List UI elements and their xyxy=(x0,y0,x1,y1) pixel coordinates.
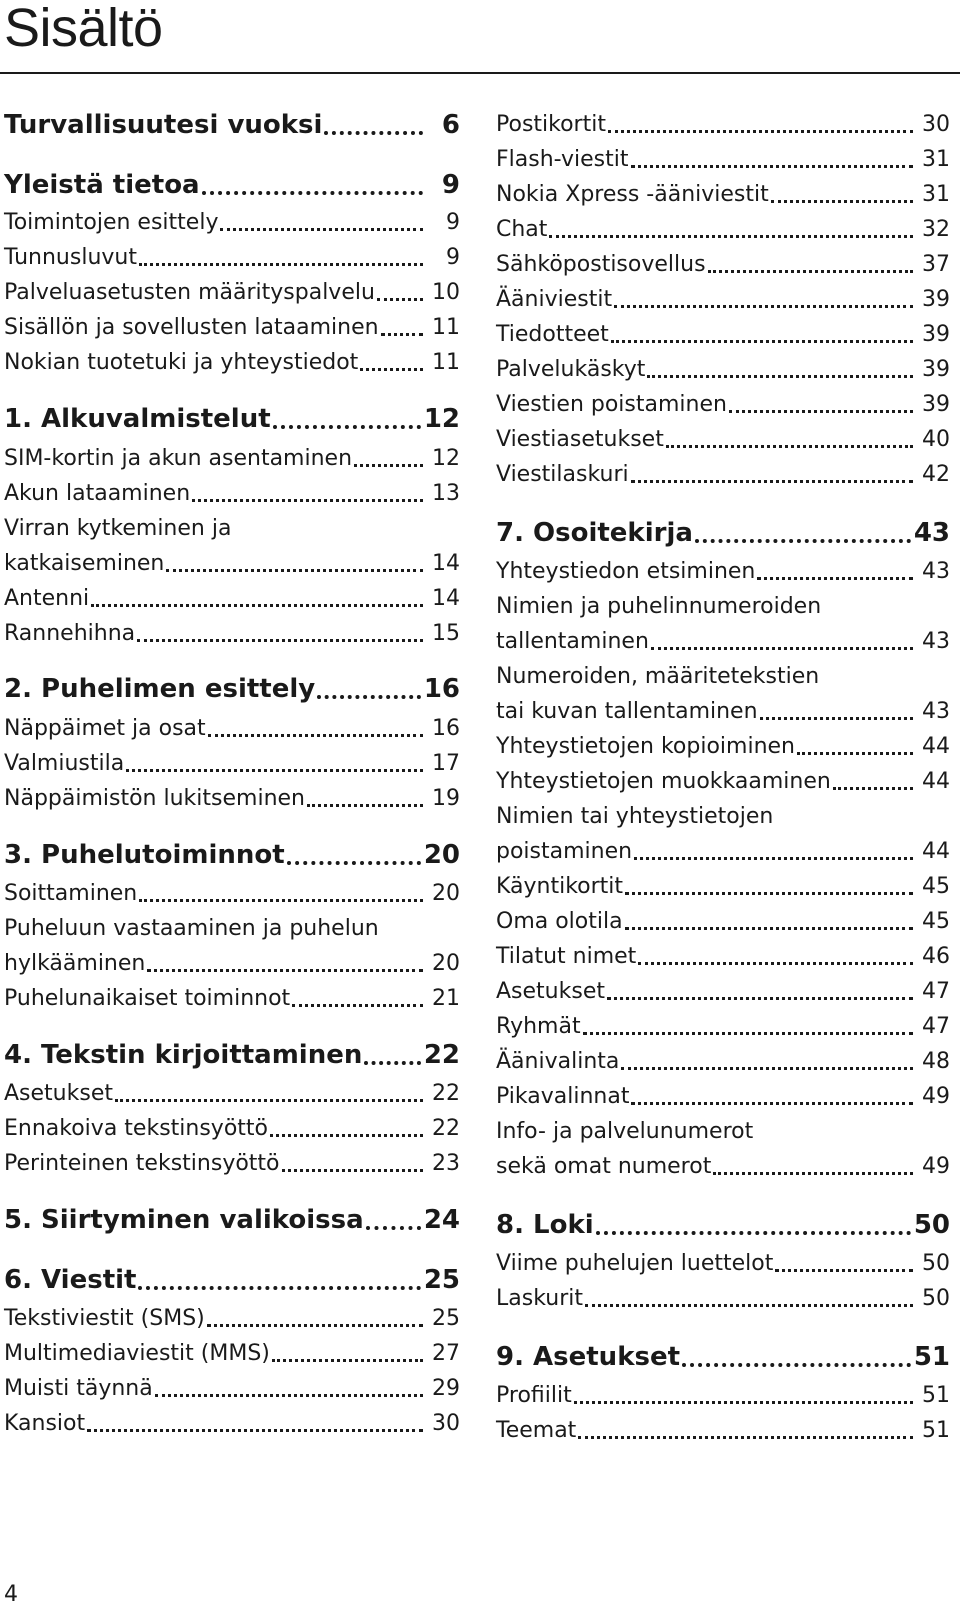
toc-entry[interactable] xyxy=(4,1298,460,1332)
dot-leader xyxy=(139,899,423,902)
toc-entry-label: Teemat xyxy=(496,1418,577,1443)
toc-entry[interactable] xyxy=(496,901,950,935)
toc-chapter-heading[interactable] xyxy=(4,670,460,704)
toc-chapter-heading[interactable] xyxy=(4,1036,460,1070)
dot-leader xyxy=(607,997,913,1000)
toc-entry-label: 1. Alkuvalmistelut xyxy=(4,404,271,434)
dot-leader xyxy=(381,333,423,336)
toc-entry[interactable] xyxy=(496,1278,950,1312)
toc-entry-page-number: 43 xyxy=(922,629,950,654)
toc-entry-page-number: 47 xyxy=(922,979,950,1004)
toc-entry[interactable] xyxy=(4,1403,460,1437)
dot-leader xyxy=(666,445,913,448)
toc-chapter-heading[interactable] xyxy=(4,400,460,434)
toc-entry-page-number: 31 xyxy=(922,147,950,172)
dot-leader xyxy=(287,861,421,865)
dot-leader xyxy=(625,892,913,895)
dot-leader xyxy=(608,130,913,133)
toc-entry-label: Tiedotteet xyxy=(496,322,609,347)
toc-entry-label: tai kuvan tallentaminen xyxy=(496,699,758,724)
toc-entry[interactable] xyxy=(4,1073,460,1107)
toc-entry-page-number: 25 xyxy=(423,1265,460,1295)
toc-entry[interactable] xyxy=(496,831,950,865)
toc-entry[interactable] xyxy=(496,936,950,970)
toc-entry-label: Yhteystietojen kopioiminen xyxy=(496,734,795,759)
toc-entry-label: Numeroiden, määritetekstien xyxy=(496,664,820,689)
dot-leader xyxy=(364,1061,420,1065)
toc-entry-page-number: 47 xyxy=(922,1014,950,1039)
toc-entry[interactable] xyxy=(4,508,460,542)
page-title: Sisältö xyxy=(4,0,163,58)
toc-entry-page-number: 11 xyxy=(432,350,460,375)
toc-entry-label: 2. Puhelimen esittely xyxy=(4,674,316,704)
toc-entry[interactable] xyxy=(4,978,460,1012)
toc-chapter-heading[interactable] xyxy=(496,514,950,548)
toc-entry-page-number: 50 xyxy=(913,1210,950,1240)
toc-entry[interactable] xyxy=(4,743,460,777)
dot-leader xyxy=(651,647,913,650)
toc-entry[interactable] xyxy=(4,1333,460,1367)
toc-entry[interactable] xyxy=(4,943,460,977)
dot-leader xyxy=(272,1359,423,1362)
dot-leader xyxy=(207,1324,423,1327)
toc-entry-label: Tilatut nimet xyxy=(496,944,637,969)
toc-entry[interactable] xyxy=(4,908,460,942)
toc-entry-page-number: 39 xyxy=(922,322,950,347)
toc-entry-label: Nokian tuotetuki ja yhteystiedot xyxy=(4,350,359,375)
toc-entry-label: tallentaminen xyxy=(496,629,649,654)
toc-entry-page-number: 14 xyxy=(432,551,460,576)
toc-entry[interactable] xyxy=(4,613,460,647)
toc-entry-label: Nimien tai yhteystietojen xyxy=(496,804,774,829)
toc-chapter-heading[interactable] xyxy=(496,1206,950,1240)
toc-entry[interactable] xyxy=(4,202,460,236)
toc-entry-label: Viestilaskuri xyxy=(496,462,629,487)
toc-entry-label: Antenni xyxy=(4,586,90,611)
dot-leader xyxy=(583,1032,913,1035)
toc-chapter-heading[interactable] xyxy=(4,1261,460,1295)
toc-entry-page-number: 45 xyxy=(922,874,950,899)
toc-entry-page-number: 44 xyxy=(922,839,950,864)
dot-leader xyxy=(354,464,423,467)
toc-entry-page-number: 29 xyxy=(432,1376,460,1401)
toc-entry-label: Toimintojen esittely xyxy=(4,210,219,235)
toc-entry-label: poistaminen xyxy=(496,839,633,864)
toc-entry-label: Postikortit xyxy=(496,112,606,137)
dot-leader xyxy=(682,1363,911,1367)
toc-entry-label: 8. Loki xyxy=(496,1210,594,1240)
toc-entry-page-number: 22 xyxy=(432,1116,460,1141)
dot-leader xyxy=(833,787,913,790)
toc-entry[interactable] xyxy=(496,1410,950,1444)
toc-entry[interactable] xyxy=(496,866,950,900)
toc-entry[interactable] xyxy=(496,174,950,208)
toc-entry-label: Soittaminen xyxy=(4,881,138,906)
toc-entry-label: Turvallisuutesi vuoksi xyxy=(4,110,323,140)
toc-entry-page-number: 37 xyxy=(922,252,950,277)
toc-entry-label: Palveluasetusten määrityspalvelu xyxy=(4,280,375,305)
toc-entry-label: 3. Puhelutoiminnot xyxy=(4,840,285,870)
dot-leader xyxy=(137,639,423,642)
toc-entry-page-number: 50 xyxy=(922,1251,950,1276)
dot-leader xyxy=(317,695,421,699)
dot-leader xyxy=(621,1067,913,1070)
toc-entry-page-number: 20 xyxy=(432,951,460,976)
dot-leader xyxy=(155,1394,423,1397)
toc-entry-page-number: 23 xyxy=(432,1151,460,1176)
toc-entry-label: Oma olotila xyxy=(496,909,623,934)
toc-entry-label: Pikavalinnat xyxy=(496,1084,630,1109)
dot-leader xyxy=(578,1436,913,1439)
toc-entry[interactable] xyxy=(496,419,950,453)
toc-entry-label: Profiilit xyxy=(496,1383,572,1408)
toc-entry-label: Yhteystiedon etsiminen xyxy=(496,559,756,584)
toc-entry-label: Perinteinen tekstinsyöttö xyxy=(4,1151,280,1176)
toc-entry[interactable] xyxy=(496,796,950,830)
toc-chapter-heading[interactable] xyxy=(4,106,460,140)
toc-entry[interactable] xyxy=(496,1076,950,1110)
toc-entry-page-number: 15 xyxy=(432,621,460,646)
toc-entry-label: Multimediaviestit (MMS) xyxy=(4,1341,270,1366)
toc-entry-label: Rannehihna xyxy=(4,621,136,646)
toc-entry[interactable] xyxy=(496,726,950,760)
toc-entry-page-number: 49 xyxy=(922,1084,950,1109)
toc-entry[interactable] xyxy=(4,543,460,577)
dot-leader xyxy=(596,1231,911,1235)
dot-leader xyxy=(208,734,423,737)
dot-leader xyxy=(166,569,423,572)
toc-entry-page-number: 43 xyxy=(922,699,950,724)
toc-entry-label: Flash-viestit xyxy=(496,147,629,172)
toc-entry-label: Yleistä tietoa xyxy=(4,170,200,200)
toc-entry-page-number: 21 xyxy=(432,986,460,1011)
toc-entry[interactable] xyxy=(4,778,460,812)
toc-entry-label: Tekstiviestit (SMS) xyxy=(4,1306,205,1331)
toc-chapter-heading[interactable] xyxy=(4,166,460,200)
dot-leader xyxy=(202,191,423,195)
dot-leader xyxy=(91,604,423,607)
toc-entry[interactable] xyxy=(496,761,950,795)
toc-entry-label: Tunnusluvut xyxy=(4,245,137,270)
toc-entry-page-number: 9 xyxy=(446,210,460,235)
dot-leader xyxy=(574,1401,913,1404)
toc-entry-page-number: 51 xyxy=(913,1342,950,1372)
toc-entry[interactable] xyxy=(4,708,460,742)
toc-entry-label: Virran kytkeminen ja xyxy=(4,516,232,541)
toc-entry-page-number: 16 xyxy=(423,674,460,704)
toc-entry-page-number: 30 xyxy=(432,1411,460,1436)
toc-entry-page-number: 44 xyxy=(922,769,950,794)
toc-entry-page-number: 30 xyxy=(922,112,950,137)
toc-entry-page-number: 39 xyxy=(922,392,950,417)
dot-leader xyxy=(760,717,913,720)
toc-entry-page-number: 51 xyxy=(922,1418,950,1443)
page-number: 4 xyxy=(4,1582,18,1607)
dot-leader xyxy=(87,1429,423,1432)
toc-entry-page-number: 24 xyxy=(423,1205,460,1235)
dot-leader xyxy=(611,340,913,343)
toc-entry-page-number: 11 xyxy=(432,315,460,340)
dot-leader xyxy=(147,969,423,972)
dot-leader xyxy=(771,200,913,203)
toc-entry-label: Sisällön ja sovellusten lataaminen xyxy=(4,315,379,340)
toc-entry-label: Käyntikortit xyxy=(496,874,624,899)
dot-leader xyxy=(220,228,423,231)
toc-entry-label: Ääniviestit xyxy=(496,287,613,312)
toc-entry-label: Ryhmät xyxy=(496,1014,581,1039)
dot-leader xyxy=(625,927,913,930)
toc-entry[interactable] xyxy=(4,342,460,376)
toc-entry-page-number: 49 xyxy=(922,1154,950,1179)
toc-entry-label: Muisti täynnä xyxy=(4,1376,153,1401)
dot-leader xyxy=(377,298,423,301)
toc-entry-page-number: 10 xyxy=(432,280,460,305)
toc-entry-label: Näppäimet ja osat xyxy=(4,716,206,741)
toc-entry[interactable] xyxy=(4,438,460,472)
toc-entry-label: Nokia Xpress -ääniviestit xyxy=(496,182,769,207)
dot-leader xyxy=(631,165,914,168)
toc-entry-label: Puhelunaikaiset toiminnot xyxy=(4,986,291,1011)
toc-entry-page-number: 27 xyxy=(432,1341,460,1366)
toc-entry[interactable] xyxy=(496,454,950,488)
dot-leader xyxy=(647,375,913,378)
toc-chapter-heading[interactable] xyxy=(4,836,460,870)
toc-entry-label: Chat xyxy=(496,217,548,242)
toc-entry[interactable] xyxy=(4,307,460,341)
toc-entry-page-number: 22 xyxy=(432,1081,460,1106)
toc-entry[interactable] xyxy=(496,551,950,585)
toc-entry-page-number: 39 xyxy=(922,287,950,312)
toc-entry[interactable] xyxy=(4,578,460,612)
toc-entry-page-number: 13 xyxy=(432,481,460,506)
toc-entry[interactable] xyxy=(4,1143,460,1177)
toc-entry-page-number: 50 xyxy=(922,1286,950,1311)
toc-entry-page-number: 39 xyxy=(922,357,950,382)
toc-entry-page-number: 9 xyxy=(441,170,460,200)
toc-entry-page-number: 17 xyxy=(432,751,460,776)
toc-entry-page-number: 6 xyxy=(441,110,460,140)
toc-entry-page-number: 43 xyxy=(913,518,950,548)
toc-entry-label: Viestien poistaminen xyxy=(496,392,727,417)
toc-entry-label: Puheluun vastaaminen ja puhelun xyxy=(4,916,379,941)
dot-leader xyxy=(273,425,421,429)
toc-entry-page-number: 20 xyxy=(432,881,460,906)
dot-leader xyxy=(115,1099,423,1102)
toc-entry-page-number: 42 xyxy=(922,462,950,487)
dot-leader xyxy=(695,539,911,543)
toc-entry-page-number: 9 xyxy=(446,245,460,270)
toc-entry-label: Palvelukäskyt xyxy=(496,357,646,382)
toc-entry[interactable] xyxy=(4,1368,460,1402)
toc-entry-label: Asetukset xyxy=(4,1081,113,1106)
dot-leader xyxy=(797,752,913,755)
dot-leader xyxy=(324,131,423,135)
toc-entry[interactable] xyxy=(496,621,950,655)
toc-entry[interactable] xyxy=(496,1041,950,1075)
toc-entry[interactable] xyxy=(496,104,950,138)
toc-entry[interactable] xyxy=(496,279,950,313)
toc-entry-page-number: 45 xyxy=(922,909,950,934)
dot-leader xyxy=(713,1172,913,1175)
toc-entry[interactable] xyxy=(496,209,950,243)
toc-entry-label: Viestiasetukset xyxy=(496,427,664,452)
toc-entry-page-number: 51 xyxy=(922,1383,950,1408)
toc-entry[interactable] xyxy=(496,1243,950,1277)
toc-entry-label: 5. Siirtyminen valikoissa xyxy=(4,1205,364,1235)
toc-entry-page-number: 16 xyxy=(432,716,460,741)
toc-entry-page-number: 31 xyxy=(922,182,950,207)
toc-entry-label: Asetukset xyxy=(496,979,605,1004)
toc-entry-page-number: 25 xyxy=(432,1306,460,1331)
toc-entry[interactable] xyxy=(496,1111,950,1145)
toc-entry[interactable] xyxy=(496,384,950,418)
dot-leader xyxy=(292,1004,423,1007)
toc-entry-label: Viime puhelujen luettelot xyxy=(496,1251,774,1276)
toc-entry-label: Äänivalinta xyxy=(496,1049,620,1074)
toc-entry-label: 6. Viestit xyxy=(4,1265,137,1295)
toc-entry-label: sekä omat numerot xyxy=(496,1154,712,1179)
toc-entry[interactable] xyxy=(496,244,950,278)
dot-leader xyxy=(585,1304,913,1307)
dot-leader xyxy=(631,480,913,483)
toc-entry[interactable] xyxy=(4,873,460,907)
toc-entry-label: 9. Asetukset xyxy=(496,1342,681,1372)
toc-entry-page-number: 12 xyxy=(432,446,460,471)
toc-entry-label: SIM-kortin ja akun asentaminen xyxy=(4,446,353,471)
dot-leader xyxy=(775,1269,913,1272)
toc-entry-label: 4. Tekstin kirjoittaminen xyxy=(4,1040,363,1070)
toc-entry-label: 7. Osoitekirja xyxy=(496,518,693,548)
dot-leader xyxy=(138,1286,420,1290)
toc-entry-page-number: 12 xyxy=(423,404,460,434)
dot-leader xyxy=(139,263,423,266)
dot-leader xyxy=(307,804,423,807)
toc-entry[interactable] xyxy=(496,971,950,1005)
toc-entry-label: Info- ja palvelunumerot xyxy=(496,1119,754,1144)
toc-entry-page-number: 40 xyxy=(922,427,950,452)
dot-leader xyxy=(366,1226,421,1230)
dot-leader xyxy=(126,769,423,772)
toc-entry[interactable] xyxy=(496,314,950,348)
toc-entry[interactable] xyxy=(496,1375,950,1409)
toc-entry[interactable] xyxy=(496,586,950,620)
toc-entry[interactable] xyxy=(496,349,950,383)
toc-entry-label: Yhteystietojen muokkaaminen xyxy=(496,769,831,794)
dot-leader xyxy=(282,1169,423,1172)
dot-leader xyxy=(634,857,913,860)
toc-entry-page-number: 46 xyxy=(922,944,950,969)
toc-entry[interactable] xyxy=(4,237,460,271)
toc-entry[interactable] xyxy=(4,272,460,306)
toc-entry-page-number: 20 xyxy=(423,840,460,870)
toc-entry[interactable] xyxy=(4,473,460,507)
toc-chapter-heading[interactable] xyxy=(4,1201,460,1235)
toc-entry-page-number: 19 xyxy=(432,786,460,811)
toc-entry-label: Valmiustila xyxy=(4,751,125,776)
toc-entry[interactable] xyxy=(4,1108,460,1142)
toc-entry-label: Kansiot xyxy=(4,1411,86,1436)
toc-entry-page-number: 48 xyxy=(922,1049,950,1074)
toc-entry-label: katkaiseminen xyxy=(4,551,165,576)
dot-leader xyxy=(270,1134,423,1137)
dot-leader xyxy=(631,1102,913,1105)
toc-entry[interactable] xyxy=(496,1146,950,1180)
toc-entry-page-number: 32 xyxy=(922,217,950,242)
dot-leader xyxy=(708,270,913,273)
toc-entry-label: Laskurit xyxy=(496,1286,583,1311)
toc-entry-label: hylkääminen xyxy=(4,951,146,976)
toc-entry-page-number: 14 xyxy=(432,586,460,611)
toc-entry-page-number: 43 xyxy=(922,559,950,584)
dot-leader xyxy=(614,305,913,308)
toc-entry[interactable] xyxy=(496,691,950,725)
toc-entry-page-number: 22 xyxy=(423,1040,460,1070)
dot-leader xyxy=(729,410,913,413)
toc-entry-page-number: 44 xyxy=(922,734,950,759)
toc-entry-label: Näppäimistön lukitseminen xyxy=(4,786,305,811)
dot-leader xyxy=(549,235,913,238)
toc-entry[interactable] xyxy=(496,139,950,173)
toc-entry-label: Akun lataaminen xyxy=(4,481,191,506)
toc-entry-label: Ennakoiva tekstinsyöttö xyxy=(4,1116,268,1141)
toc-entry[interactable] xyxy=(496,656,950,690)
toc-entry[interactable] xyxy=(496,1006,950,1040)
toc-entry-label: Nimien ja puhelinnumeroiden xyxy=(496,594,822,619)
title-divider xyxy=(0,72,960,74)
dot-leader xyxy=(360,368,423,371)
dot-leader xyxy=(192,499,423,502)
dot-leader xyxy=(757,577,913,580)
dot-leader xyxy=(638,962,913,965)
toc-chapter-heading[interactable] xyxy=(496,1338,950,1372)
toc-entry-label: Sähköpostisovellus xyxy=(496,252,706,277)
